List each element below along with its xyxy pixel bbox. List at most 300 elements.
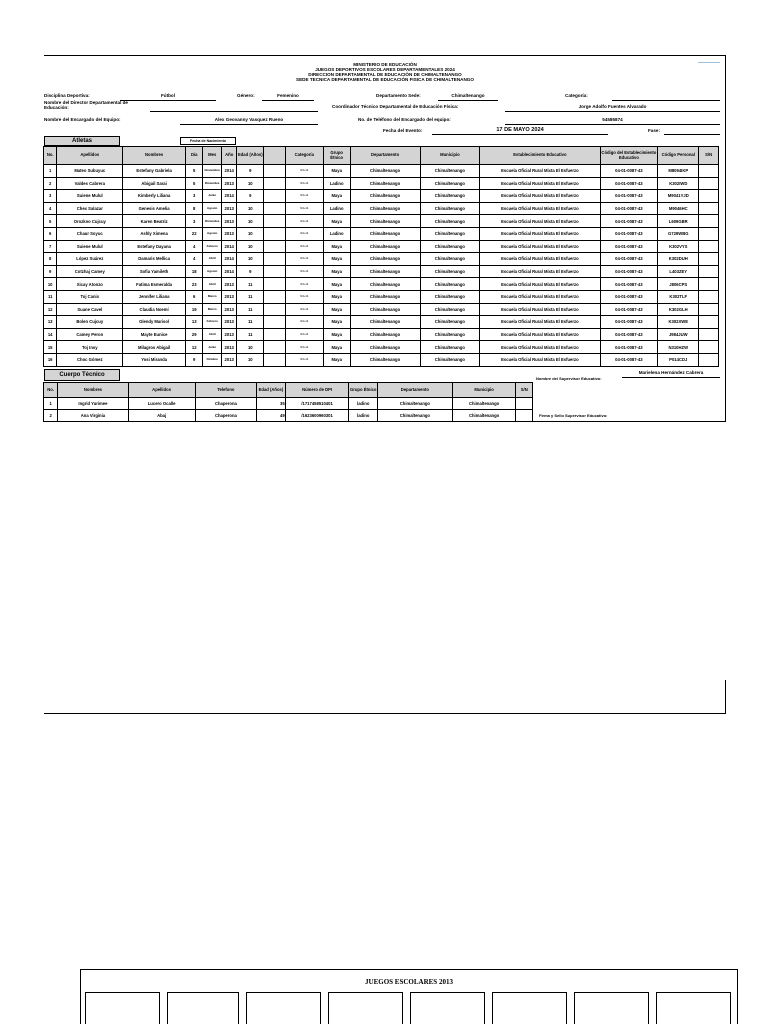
cell-dia: 23 (185, 278, 202, 291)
cell-no: 13 (44, 316, 57, 329)
cell-ano: 2013 (221, 227, 236, 240)
cell-grupo-etnico: Ladino (323, 177, 350, 190)
cell-blank (264, 165, 286, 178)
cell-codigo-personal: M8094IKP (658, 165, 699, 178)
cell-departamento: Chimaltenango (350, 328, 420, 341)
cell-categoria: N/A-14 (285, 202, 323, 215)
footer-box (80, 969, 738, 1024)
cell-mes: Marzo (203, 290, 222, 303)
cell-nombres: Karen Beatriz (123, 215, 186, 228)
cell-nombres: Ashly Ximena (123, 227, 186, 240)
cell-municipio: Chimaltenango (420, 278, 480, 291)
cell-establecimiento: Escuela Oficial Rural Mixta El Esfuerzo (480, 202, 600, 215)
cell-dia: 4 (185, 240, 202, 253)
tec-header-grupo-etnico: Grupo Étnico (349, 383, 378, 398)
cell-mes: Abril (203, 278, 222, 291)
cell-no: 12 (44, 303, 57, 316)
cell-codigo-establecimiento: 04-01-0087-43 (600, 328, 658, 341)
cell-grupo-etnico: Maya (323, 240, 350, 253)
cell-categoria: N/A-14 (285, 290, 323, 303)
cell-edad: 10 (237, 215, 264, 228)
cell-apellidos: Chex Salazar (57, 202, 123, 215)
cell-edad: 10 (237, 341, 264, 354)
fase-line (664, 126, 720, 135)
cell-apellidos: Suiene Mulul (57, 240, 123, 253)
header-line-2: JUEGOS DEPORTIVOS ESCOLARES DEPARTAMENTALES 2024 (315, 67, 455, 72)
cell-codigo-establecimiento: 04-01-0087-43 (600, 165, 658, 178)
tec-header-apellidos: Apellidos (128, 383, 195, 398)
cell-codigo-personal: J806CPS (658, 278, 699, 291)
genero-label: Género: (237, 93, 255, 98)
footer-cell (167, 992, 239, 1024)
cell-grupo-etnico: Maya (323, 215, 350, 228)
cell-dia: 19 (185, 303, 202, 316)
cell-ano: 2014 (221, 265, 236, 278)
cell-grupo-etnico: Maya (323, 303, 350, 316)
atleta-row (44, 227, 719, 240)
cell-nombres: Fatima Esmeralda (123, 278, 186, 291)
cell-establecimiento: Escuela Oficial Rural Mixta El Esfuerzo (480, 278, 600, 291)
cell-blank (264, 316, 286, 329)
cell-departamento: Chimaltenango (350, 202, 420, 215)
cell-categoria: N/A-14 (285, 353, 323, 366)
col-header-apellidos: Apellidos (57, 147, 123, 165)
cell-apellidos: Choc Gómez (57, 353, 123, 366)
cell-codigo-personal: G729WBG (658, 227, 699, 240)
cell-no: 8 (44, 253, 57, 266)
tecnico-row (44, 398, 533, 410)
cell-blank (264, 353, 286, 366)
cell-categoria: N/A-14 (285, 177, 323, 190)
coordinador-label: Coordinador Técnico Departamental de Educación Física: (332, 104, 459, 109)
cell-grupo-etnico: Ladino (323, 227, 350, 240)
cell-edad: 11 (237, 328, 264, 341)
supervisor-firma-label: Firma y Sello Supervisor Educativo: (539, 413, 608, 418)
footer-cell (328, 992, 403, 1024)
col-header-edad: Edad (Años) (237, 147, 264, 165)
cell-no: 1 (44, 165, 57, 178)
cell-sn (699, 190, 719, 203)
cell-grupo-etnico: Maya (323, 316, 350, 329)
cell-categoria: N/A-14 (285, 165, 323, 178)
cell-ano: 2013 (221, 303, 236, 316)
cell-establecimiento: Escuela Oficial Rural Mixta El Esfuerzo (480, 353, 600, 366)
cell-blank (264, 227, 286, 240)
cell-nombres: Estefany Gabriela (123, 165, 186, 178)
director-label-line-1: Nombre del Director Departamental de (44, 100, 128, 105)
cell-codigo-personal: K302IWD (658, 177, 699, 190)
cell-mes: Abril (203, 253, 222, 266)
cell-municipio: Chimaltenango (420, 202, 480, 215)
cell-departamento: Chimaltenango (350, 215, 420, 228)
cell-grupo-etnico: Maya (323, 253, 350, 266)
cell-edad: 10 (237, 227, 264, 240)
cell-codigo-personal: K302GLH (658, 303, 699, 316)
atleta-row (44, 177, 719, 190)
tec-header-sn: S/N (516, 383, 533, 398)
cell-edad: 9 (237, 265, 264, 278)
cell-departamento: Chimaltenango (350, 190, 420, 203)
cell-establecimiento: Escuela Oficial Rural Mixta El Esfuerzo (480, 190, 600, 203)
fase-label: Fase: (648, 128, 661, 133)
cell-sn (699, 265, 719, 278)
cell-apellidos: López Suárez (57, 253, 123, 266)
cell-nombres: Ingrid Yurimee (58, 398, 128, 410)
cell-municipio: Chimaltenango (420, 253, 480, 266)
cell-grupo-etnico: Maya (323, 278, 350, 291)
cell-categoria: N/A-14 (285, 341, 323, 354)
cell-blank (264, 341, 286, 354)
telefono-value: 54586874 (602, 117, 623, 122)
cell-codigo-establecimiento: 04-01-0087-43 (600, 290, 658, 303)
cell-nombres: Estefany Dayana (123, 240, 186, 253)
lower-right-border (725, 680, 726, 713)
cell-mes: Octubre (203, 353, 222, 366)
cell-municipio: Chimaltenango (420, 190, 480, 203)
atletas-header-row (44, 147, 719, 165)
cell-grupo-etnico: Maya (323, 190, 350, 203)
fecha-label: Fecha del Evento: (383, 128, 423, 133)
cell-municipio: Chimaltenango (420, 265, 480, 278)
atleta-row (44, 190, 719, 203)
cell-sn (699, 202, 719, 215)
cell-edad: 10 (237, 202, 264, 215)
cell-departamento: Chimaltenango (350, 278, 420, 291)
cell-blank (264, 202, 286, 215)
cell-no: 16 (44, 353, 57, 366)
supervisor-name-label: Nombre del Supervisor Educativo: (536, 376, 602, 381)
tec-header-telefono: Telefono (195, 383, 257, 398)
cuerpo-tecnico-title: Cuerpo Técnico (44, 369, 120, 381)
cell-categoria: N/A-14 (285, 240, 323, 253)
cell-municipio: Chimaltenango (420, 215, 480, 228)
atletas-title: Atletas (44, 136, 120, 146)
cell-departamento: Chimaltenango (378, 410, 453, 422)
cell-no: 9 (44, 265, 57, 278)
cell-ano: 2014 (221, 190, 236, 203)
cell-no: 3 (44, 190, 57, 203)
cell-apellidos: Cotzhaj Camey (57, 265, 123, 278)
cell-nombres: Kimberly Liliana (123, 190, 186, 203)
cell-categoria: N/A-14 (285, 265, 323, 278)
col-header-nombres: Nombres (123, 147, 186, 165)
cell-mes: Agosto (203, 265, 222, 278)
cell-dpi: /1717458510401 (285, 398, 349, 410)
cell-blank (264, 240, 286, 253)
cell-codigo-establecimiento: 04-01-0087-43 (600, 316, 658, 329)
col-header-ano: Año (221, 147, 236, 165)
cell-municipio: Chimaltenango (420, 353, 480, 366)
cell-establecimiento: Escuela Oficial Rural Mixta El Esfuerzo (480, 316, 600, 329)
cell-sn (699, 353, 719, 366)
cell-apellidos: Toj Insy (57, 341, 123, 354)
cell-municipio: Chimaltenango (420, 328, 480, 341)
cell-departamento: Chimaltenango (350, 341, 420, 354)
cell-sn (699, 303, 719, 316)
cell-mes: Junio (203, 190, 222, 203)
cell-categoria: N/A-14 (285, 328, 323, 341)
cell-categoria: N/A-14 (285, 316, 323, 329)
cell-grupo-etnico: Maya (323, 353, 350, 366)
cell-codigo-establecimiento: 04-01-0087-43 (600, 341, 658, 354)
genero-value: Femenino (277, 93, 299, 98)
col-header-sn: S/N (699, 147, 719, 165)
cell-no: 10 (44, 278, 57, 291)
cell-codigo-personal: K302DUH (658, 253, 699, 266)
atleta-row (44, 328, 719, 341)
atleta-row (44, 353, 719, 366)
atleta-row (44, 202, 719, 215)
cell-municipio: Chimaltenango (452, 398, 516, 410)
atleta-row (44, 215, 719, 228)
cell-edad: 10 (237, 177, 264, 190)
cell-apellidos: Toj Canix (57, 290, 123, 303)
document-header (200, 62, 570, 82)
cell-municipio: Chimaltenango (452, 410, 516, 422)
cell-sn (516, 398, 533, 410)
cell-categoria: N/A-14 (285, 303, 323, 316)
cell-apellidos: Lucero Ocalle (128, 398, 195, 410)
col-header-categoria: Categoría (285, 147, 323, 165)
cell-categoria: N/A-14 (285, 253, 323, 266)
tec-header-municipio: Municipio (452, 383, 516, 398)
cell-apellidos: Mateo Subuyuc (57, 165, 123, 178)
cell-codigo-personal: K302TLF (658, 290, 699, 303)
cell-edad: 10 (237, 353, 264, 366)
cell-departamento: Chimaltenango (350, 253, 420, 266)
cell-mes: Marzo (203, 303, 222, 316)
cell-nombres: Mayte Eunice (123, 328, 186, 341)
atleta-row (44, 265, 719, 278)
cell-blank (264, 253, 286, 266)
disciplina-value: Fútbol (160, 93, 176, 98)
cell-blank (264, 190, 286, 203)
cell-establecimiento: Escuela Oficial Rural Mixta El Esfuerzo (480, 253, 600, 266)
cell-grupo-etnico: Maya (323, 165, 350, 178)
cell-edad: 11 (237, 278, 264, 291)
cell-departamento: Chimaltenango (350, 227, 420, 240)
depto-sede-value: Chimaltenango (451, 93, 485, 98)
tec-header-departamento: Departamento (378, 383, 453, 398)
cell-codigo-personal: P014CDJ (658, 353, 699, 366)
cell-codigo-establecimiento: 04-01-0087-43 (600, 253, 658, 266)
cell-mes: Agosto (203, 227, 222, 240)
cell-mes: Febrero (203, 240, 222, 253)
cell-nombres: Ana Virginia (58, 410, 128, 422)
cell-codigo-personal: L609GBR (658, 215, 699, 228)
cell-establecimiento: Escuela Oficial Rural Mixta El Esfuerzo (480, 265, 600, 278)
cell-sn (699, 215, 719, 228)
cell-grupo-etnico: ladino (349, 410, 378, 422)
cell-codigo-personal: M9046HC (658, 202, 699, 215)
cell-departamento: Chimaltenango (350, 165, 420, 178)
cell-codigo-establecimiento: 04-01-0087-43 (600, 303, 658, 316)
cell-no: 2 (44, 410, 58, 422)
cell-codigo-establecimiento: 04-01-0087-43 (600, 190, 658, 203)
cell-municipio: Chimaltenango (420, 303, 480, 316)
tec-header-no: No. (44, 383, 58, 398)
categoria-line (612, 92, 720, 101)
cell-ano: 2014 (221, 253, 236, 266)
cell-apellidos: Chaur Soyuc (57, 227, 123, 240)
cell-sn (699, 227, 719, 240)
cell-dia: 12 (185, 341, 202, 354)
col-header-blank (264, 147, 286, 165)
disciplina-label: Disciplina Deportiva: (44, 93, 90, 98)
cell-codigo-establecimiento: 04-01-0087-43 (600, 202, 658, 215)
cell-codigo-personal: M9041YJD (658, 190, 699, 203)
categoria-label: Categoría: (565, 93, 588, 98)
cell-sn (699, 328, 719, 341)
tec-header-edad: Edad (Años) (257, 383, 286, 398)
cell-nombres: Milagros Abigail (123, 341, 186, 354)
tecnico-header-row (44, 383, 533, 398)
cell-blank (264, 290, 286, 303)
cell-ano: 2013 (221, 215, 236, 228)
cell-no: 1 (44, 398, 58, 410)
tec-header-nombres: Nombres (58, 383, 128, 398)
cell-edad: 9 (237, 190, 264, 203)
cell-dia: 5 (185, 177, 202, 190)
cell-grupo-etnico: Maya (323, 341, 350, 354)
encargado-label: Nombre del Encargado del Equipo: (44, 117, 121, 122)
cell-sn (699, 240, 719, 253)
cell-departamento: Chimaltenango (350, 353, 420, 366)
cell-no: 7 (44, 240, 57, 253)
cell-apellidos: Camey Peron (57, 328, 123, 341)
col-header-codigo-personal: Código Personal (658, 147, 699, 165)
cell-apellidos: Suiene Mulul (57, 190, 123, 203)
cell-blank (264, 303, 286, 316)
cell-dia: 6 (185, 290, 202, 303)
atleta-row (44, 341, 719, 354)
cell-establecimiento: Escuela Oficial Rural Mixta El Esfuerzo (480, 303, 600, 316)
cell-codigo-establecimiento: 04-01-0087-43 (600, 215, 658, 228)
cell-categoria: N/A-14 (285, 278, 323, 291)
cell-dpi: /1623600960301 (285, 410, 349, 422)
atleta-row (44, 316, 719, 329)
sheet-right-border (725, 55, 726, 422)
director-line (150, 104, 318, 112)
col-header-establecimiento: Establecimiento Educativo (480, 147, 600, 165)
cell-no: 6 (44, 227, 57, 240)
cell-nombres: Sofia Yamileth (123, 265, 186, 278)
cell-blank (264, 215, 286, 228)
cell-no: 2 (44, 177, 57, 190)
supervisor-name-value: Marielena Hernández Cabrera (638, 370, 704, 375)
cell-codigo-personal: J984JUW (658, 328, 699, 341)
coordinador-value: Jorge Adolfo Fuentes Alvarado (578, 104, 647, 109)
cell-municipio: Chimaltenango (420, 290, 480, 303)
cell-mes: Junio (203, 341, 222, 354)
footer-title: JUEGOS ESCOLARES 2013 (365, 978, 453, 986)
cell-edad: 35 (257, 398, 286, 410)
cell-municipio: Chimaltenango (420, 227, 480, 240)
atleta-row (44, 303, 719, 316)
col-header-no: No. (44, 147, 57, 165)
cell-blank (264, 278, 286, 291)
cell-nombres: Claudia Noemí (123, 303, 186, 316)
cell-no: 14 (44, 328, 57, 341)
cell-no: 15 (44, 341, 57, 354)
cell-grupo-etnico: Maya (323, 265, 350, 278)
cell-codigo-personal: N310HZW (658, 341, 699, 354)
cell-codigo-establecimiento: 04-01-0087-43 (600, 240, 658, 253)
cell-grupo-etnico: Ladino (323, 202, 350, 215)
cell-ano: 2013 (221, 278, 236, 291)
cell-sn (699, 278, 719, 291)
cell-telefono: Chaperona (195, 398, 257, 410)
header-line-3: DIRECCION DEPARTAMENTAL DE EDUCACIÓN DE CHIMALTENANGO (308, 72, 462, 77)
cell-ano: 2013 (221, 353, 236, 366)
cell-ano: 2013 (221, 202, 236, 215)
header-line-4: SEDE TECNICA DEPARTAMENTAL DE EDUCACIÓN FISICA DE CHIMALTENANGO (296, 77, 474, 82)
cell-codigo-personal: L403ZEY (658, 265, 699, 278)
cell-establecimiento: Escuela Oficial Rural Mixta El Esfuerzo (480, 328, 600, 341)
cell-dia: 8 (185, 202, 202, 215)
sheet-top-border (44, 55, 726, 56)
cell-municipio: Chimaltenango (420, 177, 480, 190)
cell-nombres: Abigail Sarai (123, 177, 186, 190)
cell-dia: 29 (185, 328, 202, 341)
cell-sn (699, 290, 719, 303)
cell-ano: 2014 (221, 240, 236, 253)
atleta-row (44, 290, 719, 303)
cell-establecimiento: Escuela Oficial Rural Mixta El Esfuerzo (480, 290, 600, 303)
col-header-dia: Día (185, 147, 202, 165)
cell-apellidos: Suane Cavel (57, 303, 123, 316)
col-header-departamento: Departamento (350, 147, 420, 165)
cell-sn (699, 253, 719, 266)
cell-ano: 2013 (221, 290, 236, 303)
col-header-mes: Mes (203, 147, 222, 165)
cell-categoria: N/A-14 (285, 190, 323, 203)
cell-ano: 2013 (221, 316, 236, 329)
cell-sn (699, 341, 719, 354)
cell-edad: 11 (237, 316, 264, 329)
cell-mes: Agosto (203, 202, 222, 215)
cell-selection-mark (698, 62, 720, 63)
cell-ano: 2013 (221, 177, 236, 190)
cell-establecimiento: Escuela Oficial Rural Mixta El Esfuerzo (480, 341, 600, 354)
cell-departamento: Chimaltenango (350, 240, 420, 253)
sheet-mid-border (44, 414, 726, 422)
cell-departamento: Chimaltenango (378, 398, 453, 410)
header-line-1: MINISTERIO DE EDUCACIÓN (353, 62, 417, 67)
cell-dia: 22 (185, 227, 202, 240)
cell-blank (264, 328, 286, 341)
fecha-nacimiento-label: Fecha de Nacimiento (180, 137, 236, 145)
cell-nombres: Damaris Mellica (123, 253, 186, 266)
cell-apellidos: Xicay Atonzo (57, 278, 123, 291)
cell-categoria: N/A-14 (285, 227, 323, 240)
cell-establecimiento: Escuela Oficial Rural Mixta El Esfuerzo (480, 177, 600, 190)
cell-departamento: Chimaltenango (350, 316, 420, 329)
cell-edad: 11 (237, 303, 264, 316)
telefono-label: No. de Teléfono del Encargado del equipo: (358, 117, 451, 122)
footer-cell (410, 992, 485, 1024)
footer-cell (492, 992, 567, 1024)
cell-dia: 18 (185, 265, 202, 278)
cell-grupo-etnico: ladino (349, 398, 378, 410)
footer-cell (574, 992, 649, 1024)
cell-dia: 5 (185, 165, 202, 178)
cell-dia: 13 (185, 316, 202, 329)
footer-cell (246, 992, 321, 1024)
cell-ano: 2013 (221, 328, 236, 341)
cell-municipio: Chimaltenango (420, 341, 480, 354)
cell-categoria: N/A-14 (285, 215, 323, 228)
